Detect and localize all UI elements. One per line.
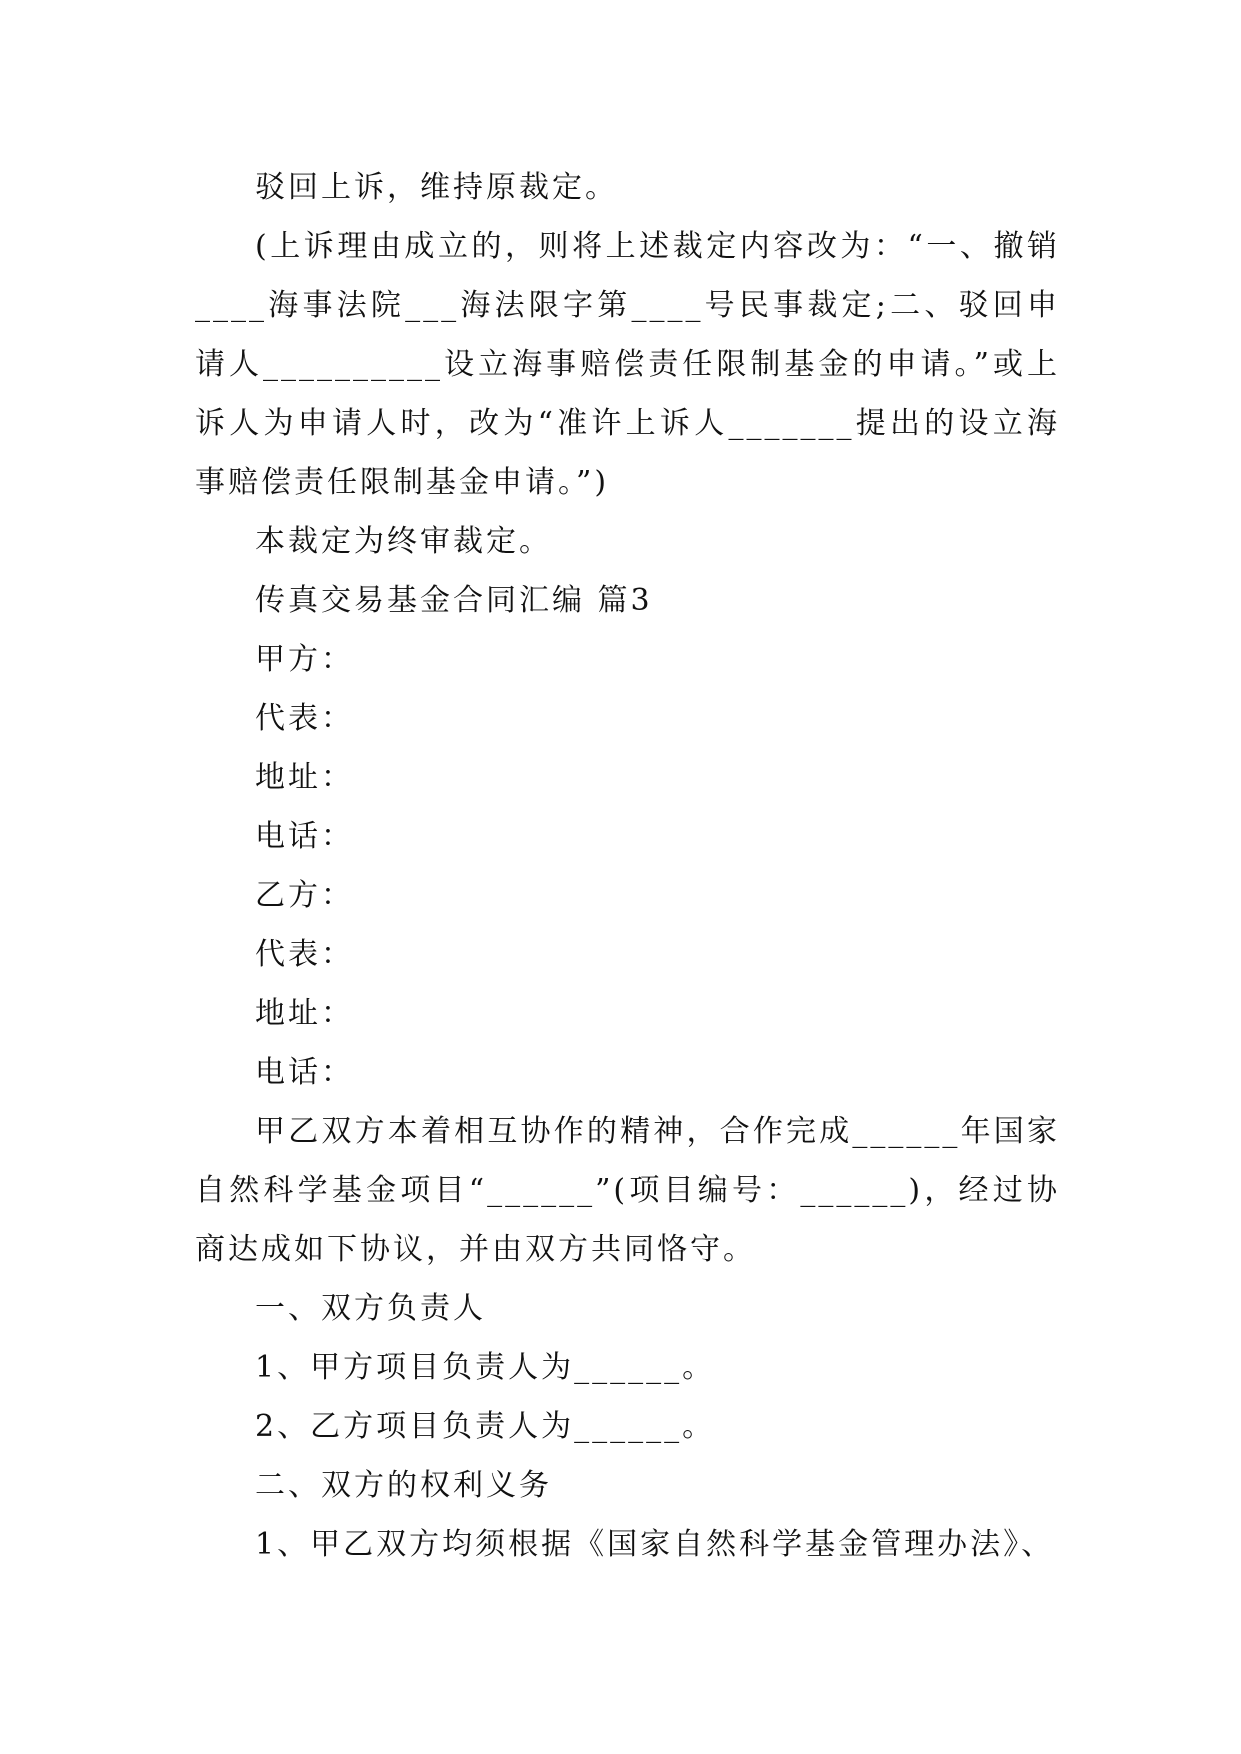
clause-rights-1: 1、甲乙双方均须根据《国家自然科学基金管理办法》、 <box>255 1527 1055 1562</box>
paragraph-dismiss-appeal: 驳回上诉，维持原裁定。 <box>255 170 618 205</box>
clause-heading-responsible-persons: 一、双方负责人 <box>255 1291 486 1326</box>
section-heading: 传真交易基金合同汇编 篇3 <box>255 583 653 618</box>
party-b-representative: 代表： <box>255 937 354 972</box>
party-a-representative: 代表： <box>255 701 354 736</box>
party-a-address: 地址： <box>255 760 354 795</box>
clause-party-b-lead: 2、乙方项目负责人为______。 <box>255 1409 716 1444</box>
paragraph-final-ruling: 本裁定为终审裁定。 <box>255 524 552 559</box>
clause-heading-rights-obligations: 二、双方的权利义务 <box>255 1468 552 1503</box>
party-a-phone: 电话： <box>255 819 354 854</box>
party-a-label: 甲方： <box>255 642 354 677</box>
document-body <box>195 158 1060 1574</box>
clause-party-a-lead: 1、甲方项目负责人为______。 <box>255 1350 716 1385</box>
party-b-phone: 电话： <box>255 1055 354 1090</box>
paragraph-appeal-note: (上诉理由成立的，则将上述裁定内容改为：“一、撤销____海事法院___海法限字第____号民事裁定;二、驳回申请人__________设立海事赔偿责任限制基金的申请。”或上诉人为申请人时，改为“准许上诉人_______提出的设立海事赔偿责任限制基金申请。”) <box>195 229 1060 500</box>
party-b-address: 地址： <box>255 996 354 1031</box>
party-b-label: 乙方： <box>255 878 354 913</box>
paragraph-agreement-intro: 甲乙双方本着相互协作的精神，合作完成______年国家自然科学基金项目“______”(项目编号：______)，经过协商达成如下协议，并由双方共同恪守。 <box>195 1114 1060 1267</box>
